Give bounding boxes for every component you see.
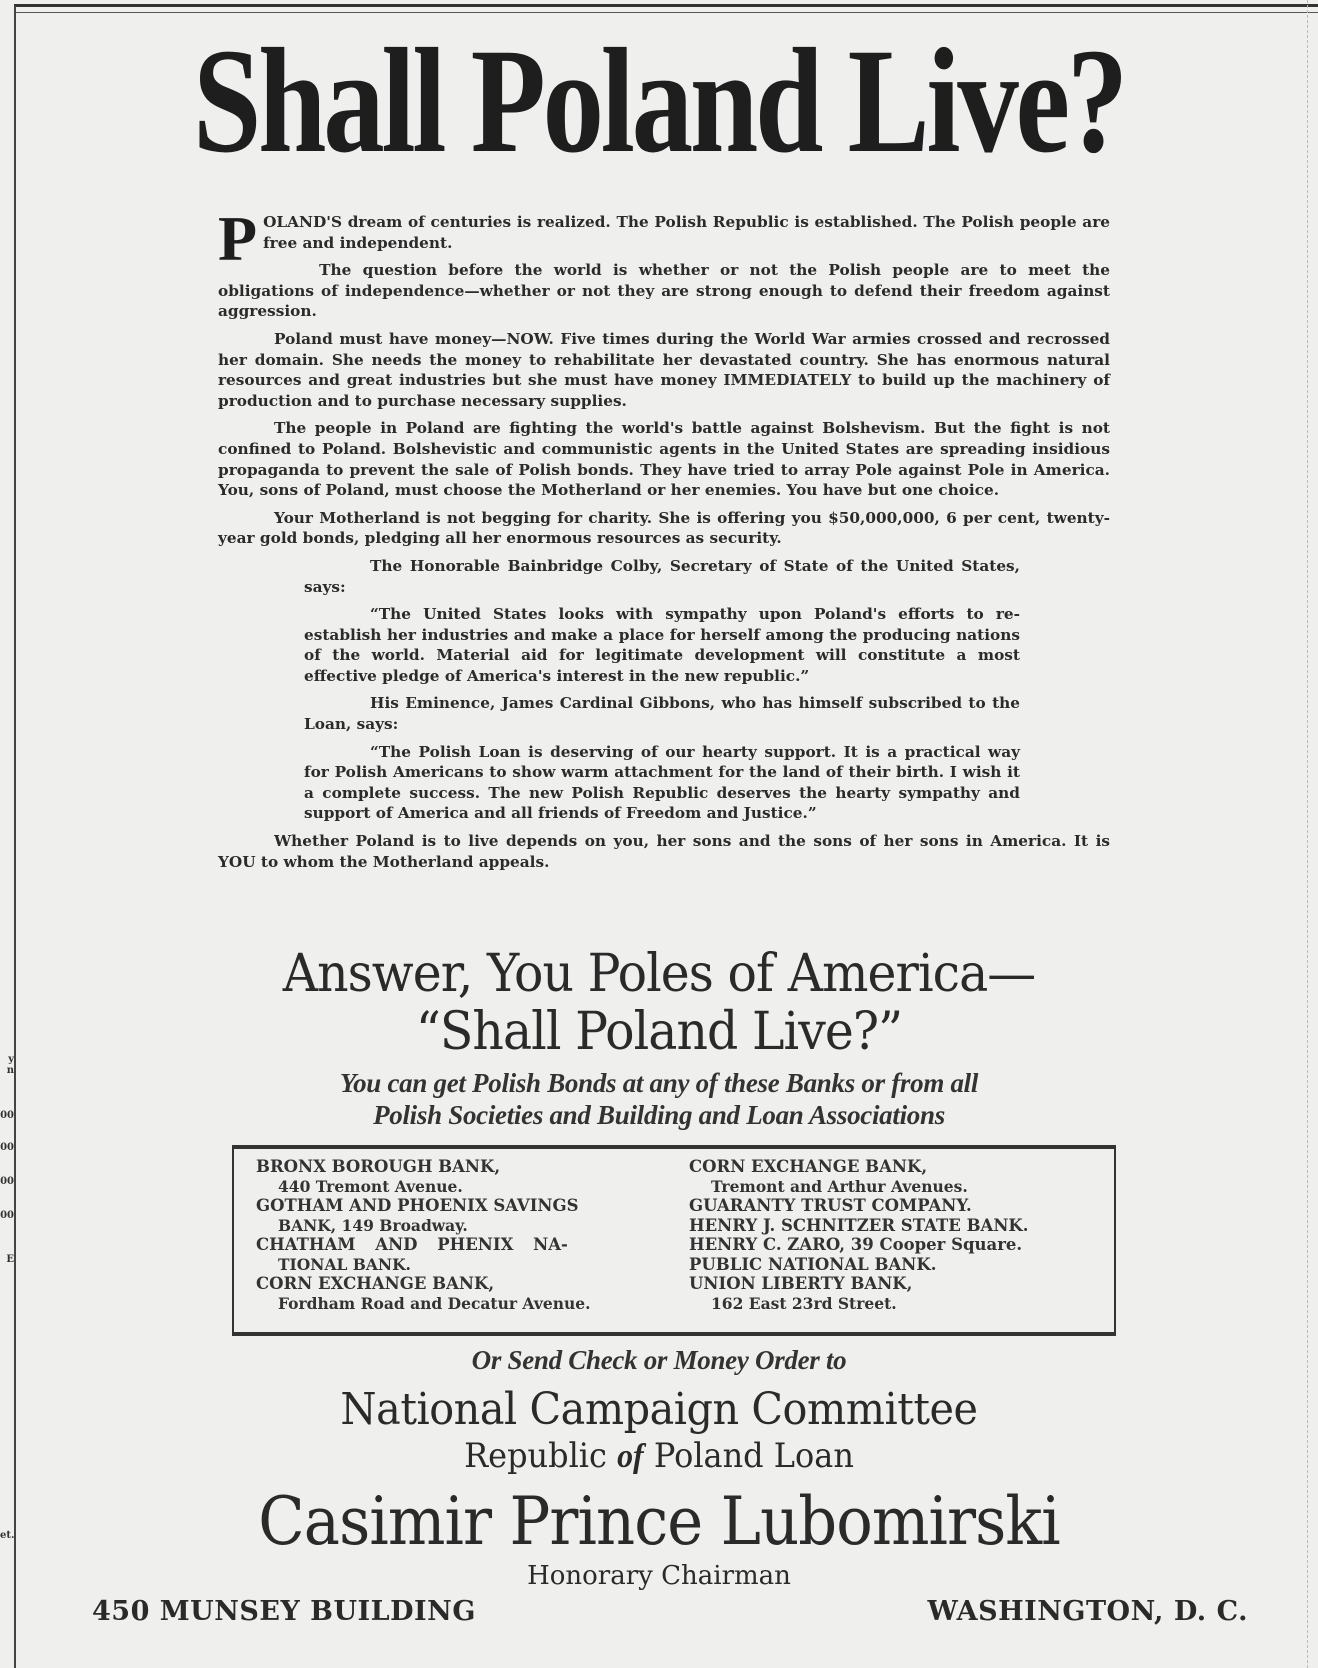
committee-name: National Campaign Committee: [340, 1384, 978, 1435]
answer-heading: Answer, You Poles of America—: [282, 944, 1036, 1004]
colby-quote: [304, 556, 1020, 824]
paragraph-6: Whether Poland is to live depends on you, her sons and the sons of her sons in America. It is YOU to whom the Motherland appeals.: [218, 832, 1110, 871]
bank-address: 440 Tremont Avenue.: [278, 1176, 463, 1196]
margin-fragment: 00: [0, 1142, 14, 1153]
bank-address: Fordham Road and Decatur Avenue.: [278, 1293, 591, 1313]
bank-name: GOTHAM AND PHOENIX SAVINGS: [256, 1196, 579, 1215]
margin-fragment: et.: [0, 1530, 14, 1541]
paragraph-1: [218, 203, 1110, 274]
quote-intro: The Honorable Bainbridge Colby, Secretary of State of the United States, says:: [304, 556, 1020, 596]
bank-name: PUBLIC NATIONAL BANK.: [689, 1254, 937, 1274]
margin-fragment: 00: [0, 1110, 14, 1121]
bonds-notice-line-2: Polish Societies and Building and Loan Associations: [373, 1100, 945, 1130]
footer-city: WASHINGTON, D. C.: [927, 1596, 1248, 1627]
bonds-notice-line-1: You can get Polish Bonds at any of these Banks or from all: [339, 1068, 979, 1098]
bank-address: 162 East 23rd Street.: [711, 1293, 897, 1313]
bank-name: GUARANTY TRUST COMPANY.: [689, 1196, 972, 1215]
bank-name: CHATHAM AND PHENIX NA-: [256, 1235, 568, 1254]
committee-subtitle: [40, 1436, 1279, 1477]
bank-name: CORN EXCHANGE BANK,: [689, 1157, 928, 1176]
margin-fragment: 00: [0, 1176, 14, 1187]
bank-name: UNION LIBERTY BANK,: [689, 1274, 913, 1293]
headline: Shall Poland Live?: [192, 18, 1126, 184]
chairman-name: Casimir Prince Lubomirski: [258, 1483, 1060, 1560]
margin-fragment: E: [6, 1254, 14, 1265]
subtitle-of: of: [617, 1438, 644, 1475]
bank-address: Tremont and Arthur Avenues.: [711, 1176, 968, 1196]
subtitle-text: Republic: [464, 1436, 618, 1476]
subtitle-text: Poland Loan: [643, 1436, 854, 1476]
quote-text: “The Polish Loan is deserving of our hearty support. It is a practical way for Polish Americans to show warm attachment for the land of their birth. I wish it a complete success. The new Polish Republic deserves the hearty sympathy and support of America and all friends of Freedom and Justice.”: [304, 742, 1020, 823]
margin-fragment: 00: [0, 1210, 14, 1221]
bank-address: BANK, 149 Broadway.: [278, 1215, 468, 1235]
paragraph-2: The question before the world is whether or not the Polish people are to meet the obligations of independence—whether or not they are strong enough to defend their freedom against aggression.: [218, 261, 1110, 321]
paragraph-text: OLAND'S dream of centuries is realized. The Polish Republic is established. The Polish people are free and independent.: [263, 213, 1110, 252]
banks-list-box: [232, 1145, 1116, 1336]
bank-name: BRONX BOROUGH BANK,: [256, 1157, 501, 1176]
paragraph-3: Poland must have money—NOW. Five times during the World War armies crossed and recrossed her domain. She needs the money to rehabilitate her devastated country. She has enormous natural resources and great industries but she must have money IMMEDIATELY to build up the machinery of production and to purchase necessary supplies.: [218, 329, 1110, 410]
quote-text: “The United States looks with sympathy upon Poland's efforts to re-establish her industries and make a place for herself among the producing nations of the world. Material aid for legitimate development will constitute a most effective pledge of America's interest in the new republic.”: [304, 605, 1020, 685]
margin-fragment: y n: [6, 1054, 14, 1076]
send-check-line: Or Send Check or Money Order to: [471, 1345, 847, 1375]
paragraph-4: The people in Poland are fighting the world's battle against Bolshevism. But the fight is not confined to Poland. Bolshevistic and communistic agents in the United States are spreading insidious propaganda to prevent the sale of Polish bonds. They have tried to array Pole against Pole in America. You, sons of Poland, must choose the Motherland or her enemies. You have but one choice.: [218, 419, 1110, 500]
top-rule: [14, 4, 1318, 13]
bank-address: TIONAL BANK.: [278, 1254, 411, 1274]
paragraph-5: Your Motherland is not begging for charity. She is offering you $50,000,000, 6 per cent, twenty-year gold bonds, pledging all her enormous resources as security.: [218, 508, 1110, 548]
bank-name: HENRY C. ZARO, 39 Cooper Square.: [689, 1235, 1023, 1254]
bank-name: HENRY J. SCHNITZER STATE BANK.: [689, 1215, 1029, 1235]
article-body: [218, 203, 1110, 879]
column-rule: [14, 6, 16, 1668]
drop-cap: P: [218, 203, 258, 274]
footer-address: 450 MUNSEY BUILDING: [92, 1596, 476, 1627]
answer-subheading: “Shall Poland Live?”: [415, 1002, 903, 1062]
quote-intro: His Eminence, James Cardinal Gibbons, who has himself subscribed to the Loan, says:: [304, 694, 1020, 734]
banks-column-left: [256, 1157, 676, 1313]
chairman-title: Honorary Chairman: [527, 1561, 791, 1591]
page-edge: [1307, 0, 1308, 1668]
banks-column-right: [689, 1157, 1109, 1313]
bank-name: CORN EXCHANGE BANK,: [256, 1274, 495, 1293]
